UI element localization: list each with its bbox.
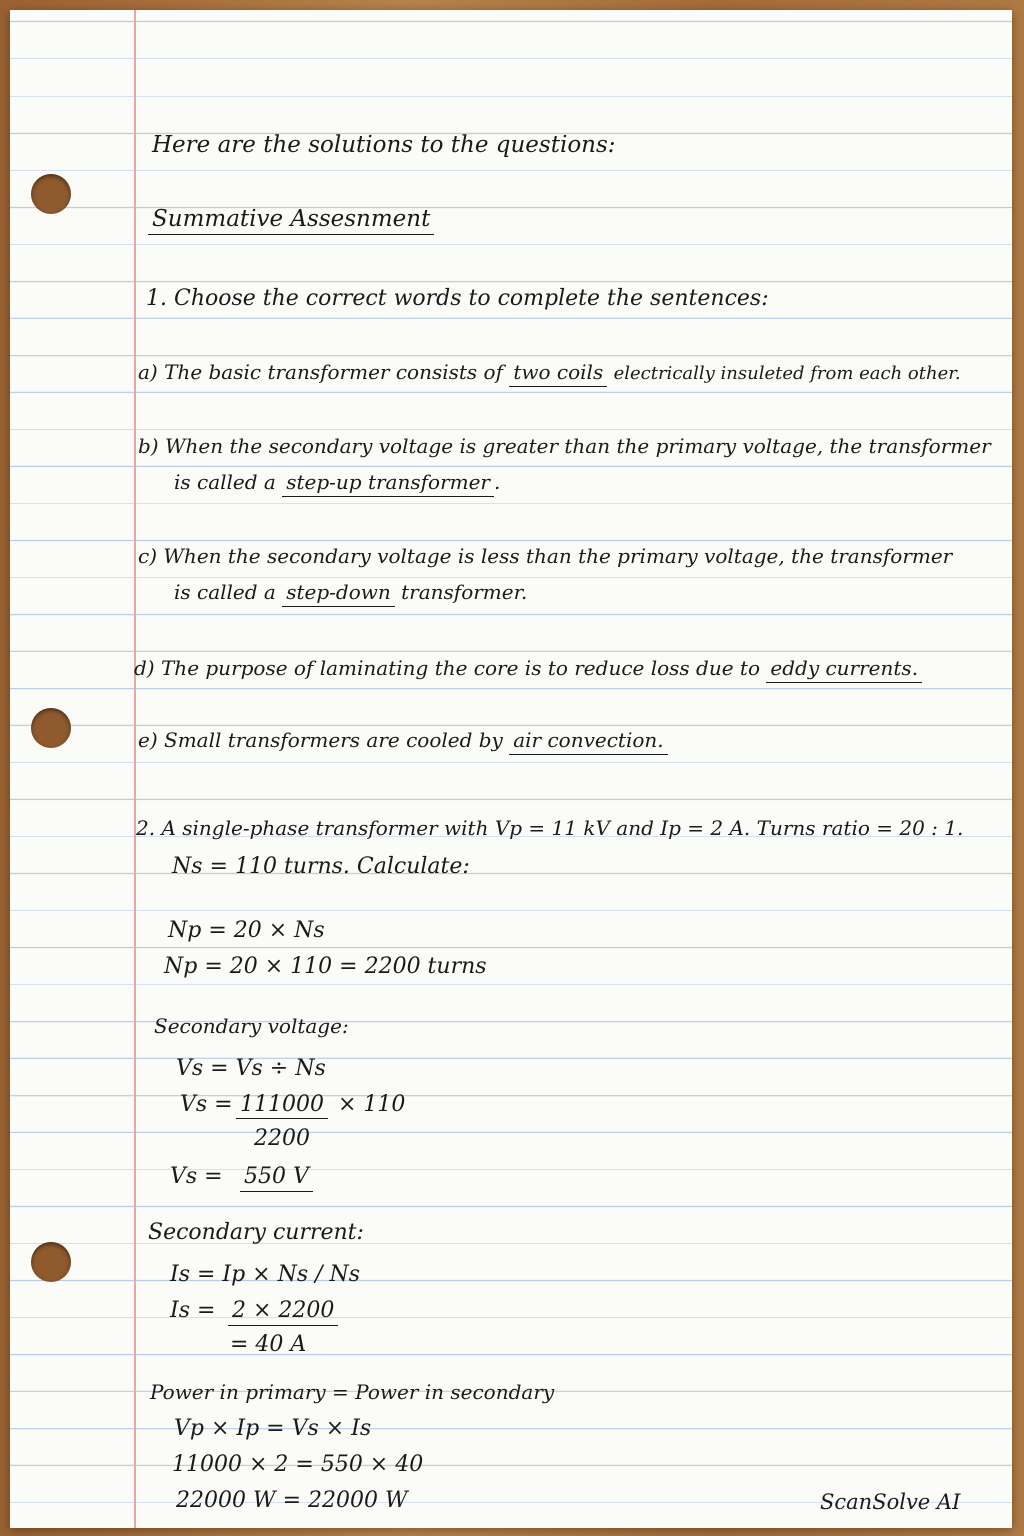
- punch-hole: [31, 708, 71, 748]
- q1-d-answer: eddy currents.: [766, 656, 922, 683]
- q1-d-label: d): [134, 656, 155, 680]
- secondary-current-title: Secondary current:: [148, 1220, 364, 1245]
- sv-answer-wrap: [240, 1166, 313, 1188]
- power-eq1: Vp × Ip = Vs × Is: [174, 1416, 372, 1441]
- punch-hole: [31, 174, 71, 214]
- heading: Summative Assesnment: [148, 206, 434, 235]
- signature: ScanSolve AI: [820, 1490, 961, 1514]
- q1-b-line1: [138, 436, 991, 456]
- q2-line1: 2. A single-phase transformer with Vp = 11 kV and Ip = 2 A. Turns ratio = 20 : 1.: [136, 816, 964, 840]
- sc-eq1: Is = Ip × Ns / Ns: [170, 1262, 361, 1287]
- q1-a-after: electrically insuleted from each other.: [613, 363, 961, 384]
- q1-e-before: Small transformers are cooled by: [164, 728, 503, 752]
- q1-c-answer: step-down: [282, 580, 395, 607]
- heading-wrap: [148, 208, 434, 231]
- q1-a-answer: two coils: [509, 360, 607, 387]
- sv-eq1: Vs = Vs ÷ Ns: [176, 1056, 326, 1081]
- sc-eq2-num-wrap: [228, 1300, 338, 1322]
- q1-c-line1: [138, 546, 952, 566]
- sv-fraction-bar: [236, 1118, 328, 1119]
- notebook-page: [10, 10, 1012, 1528]
- q1-e: [138, 730, 668, 750]
- sv-eq2-mul: × 110: [338, 1092, 406, 1117]
- q1-e-answer: air convection.: [509, 728, 667, 755]
- q1-c-before: is called a: [174, 580, 276, 604]
- q1-b-label: b): [138, 434, 159, 458]
- power-title: Power in primary = Power in secondary: [150, 1380, 555, 1404]
- q1-b-text: When the secondary voltage is greater than the primary voltage, the transformer: [164, 434, 991, 458]
- q1-c-line2: [174, 582, 527, 602]
- sv-eq2-lhs: Vs =: [180, 1092, 233, 1117]
- margin-line: [134, 10, 136, 1528]
- q1-b-before: is called a: [174, 470, 276, 494]
- q1-a: [138, 362, 961, 383]
- sc-eq2-lhs: Is =: [170, 1298, 216, 1323]
- sv-eq3-lhs: Vs =: [170, 1164, 223, 1189]
- q1-b-line2: [174, 472, 500, 492]
- sc-eq2-num: 2 × 2200: [228, 1298, 338, 1326]
- np-eq1: Np = 20 × Ns: [168, 918, 325, 943]
- q1-e-label: e): [138, 728, 158, 752]
- sv-eq2-num: 111000: [240, 1092, 324, 1117]
- power-eq3: 22000 W = 22000 W: [176, 1488, 408, 1513]
- q2-line2: Ns = 110 turns. Calculate:: [172, 854, 470, 879]
- q1-b-after: .: [494, 470, 501, 494]
- punch-hole: [31, 1242, 71, 1282]
- q1-c-text: When the secondary voltage is less than the primary voltage, the transformer: [163, 544, 953, 568]
- intro-text: Here are the solutions to the questions:: [152, 132, 616, 158]
- sc-eq3: = 40 A: [230, 1332, 307, 1357]
- sv-eq2-den: 2200: [254, 1126, 310, 1151]
- q1-a-label: a): [138, 360, 158, 384]
- q1-d: [134, 658, 922, 678]
- q1-c-after: transformer.: [401, 580, 528, 604]
- power-eq2: 11000 × 2 = 550 × 40: [172, 1452, 424, 1477]
- q1-prompt: 1. Choose the correct words to complete the sentences:: [146, 286, 769, 311]
- secondary-voltage-title: Secondary voltage:: [154, 1014, 349, 1038]
- q1-d-before: The purpose of laminating the core is to reduce loss due to: [160, 656, 761, 680]
- q1-a-before: The basic transformer consists of: [164, 360, 503, 384]
- q1-b-answer: step-up transformer: [282, 470, 494, 497]
- sv-answer: 550 V: [240, 1164, 313, 1192]
- np-eq2: Np = 20 × 110 = 2200 turns: [164, 954, 487, 979]
- q1-c-label: c): [138, 544, 158, 568]
